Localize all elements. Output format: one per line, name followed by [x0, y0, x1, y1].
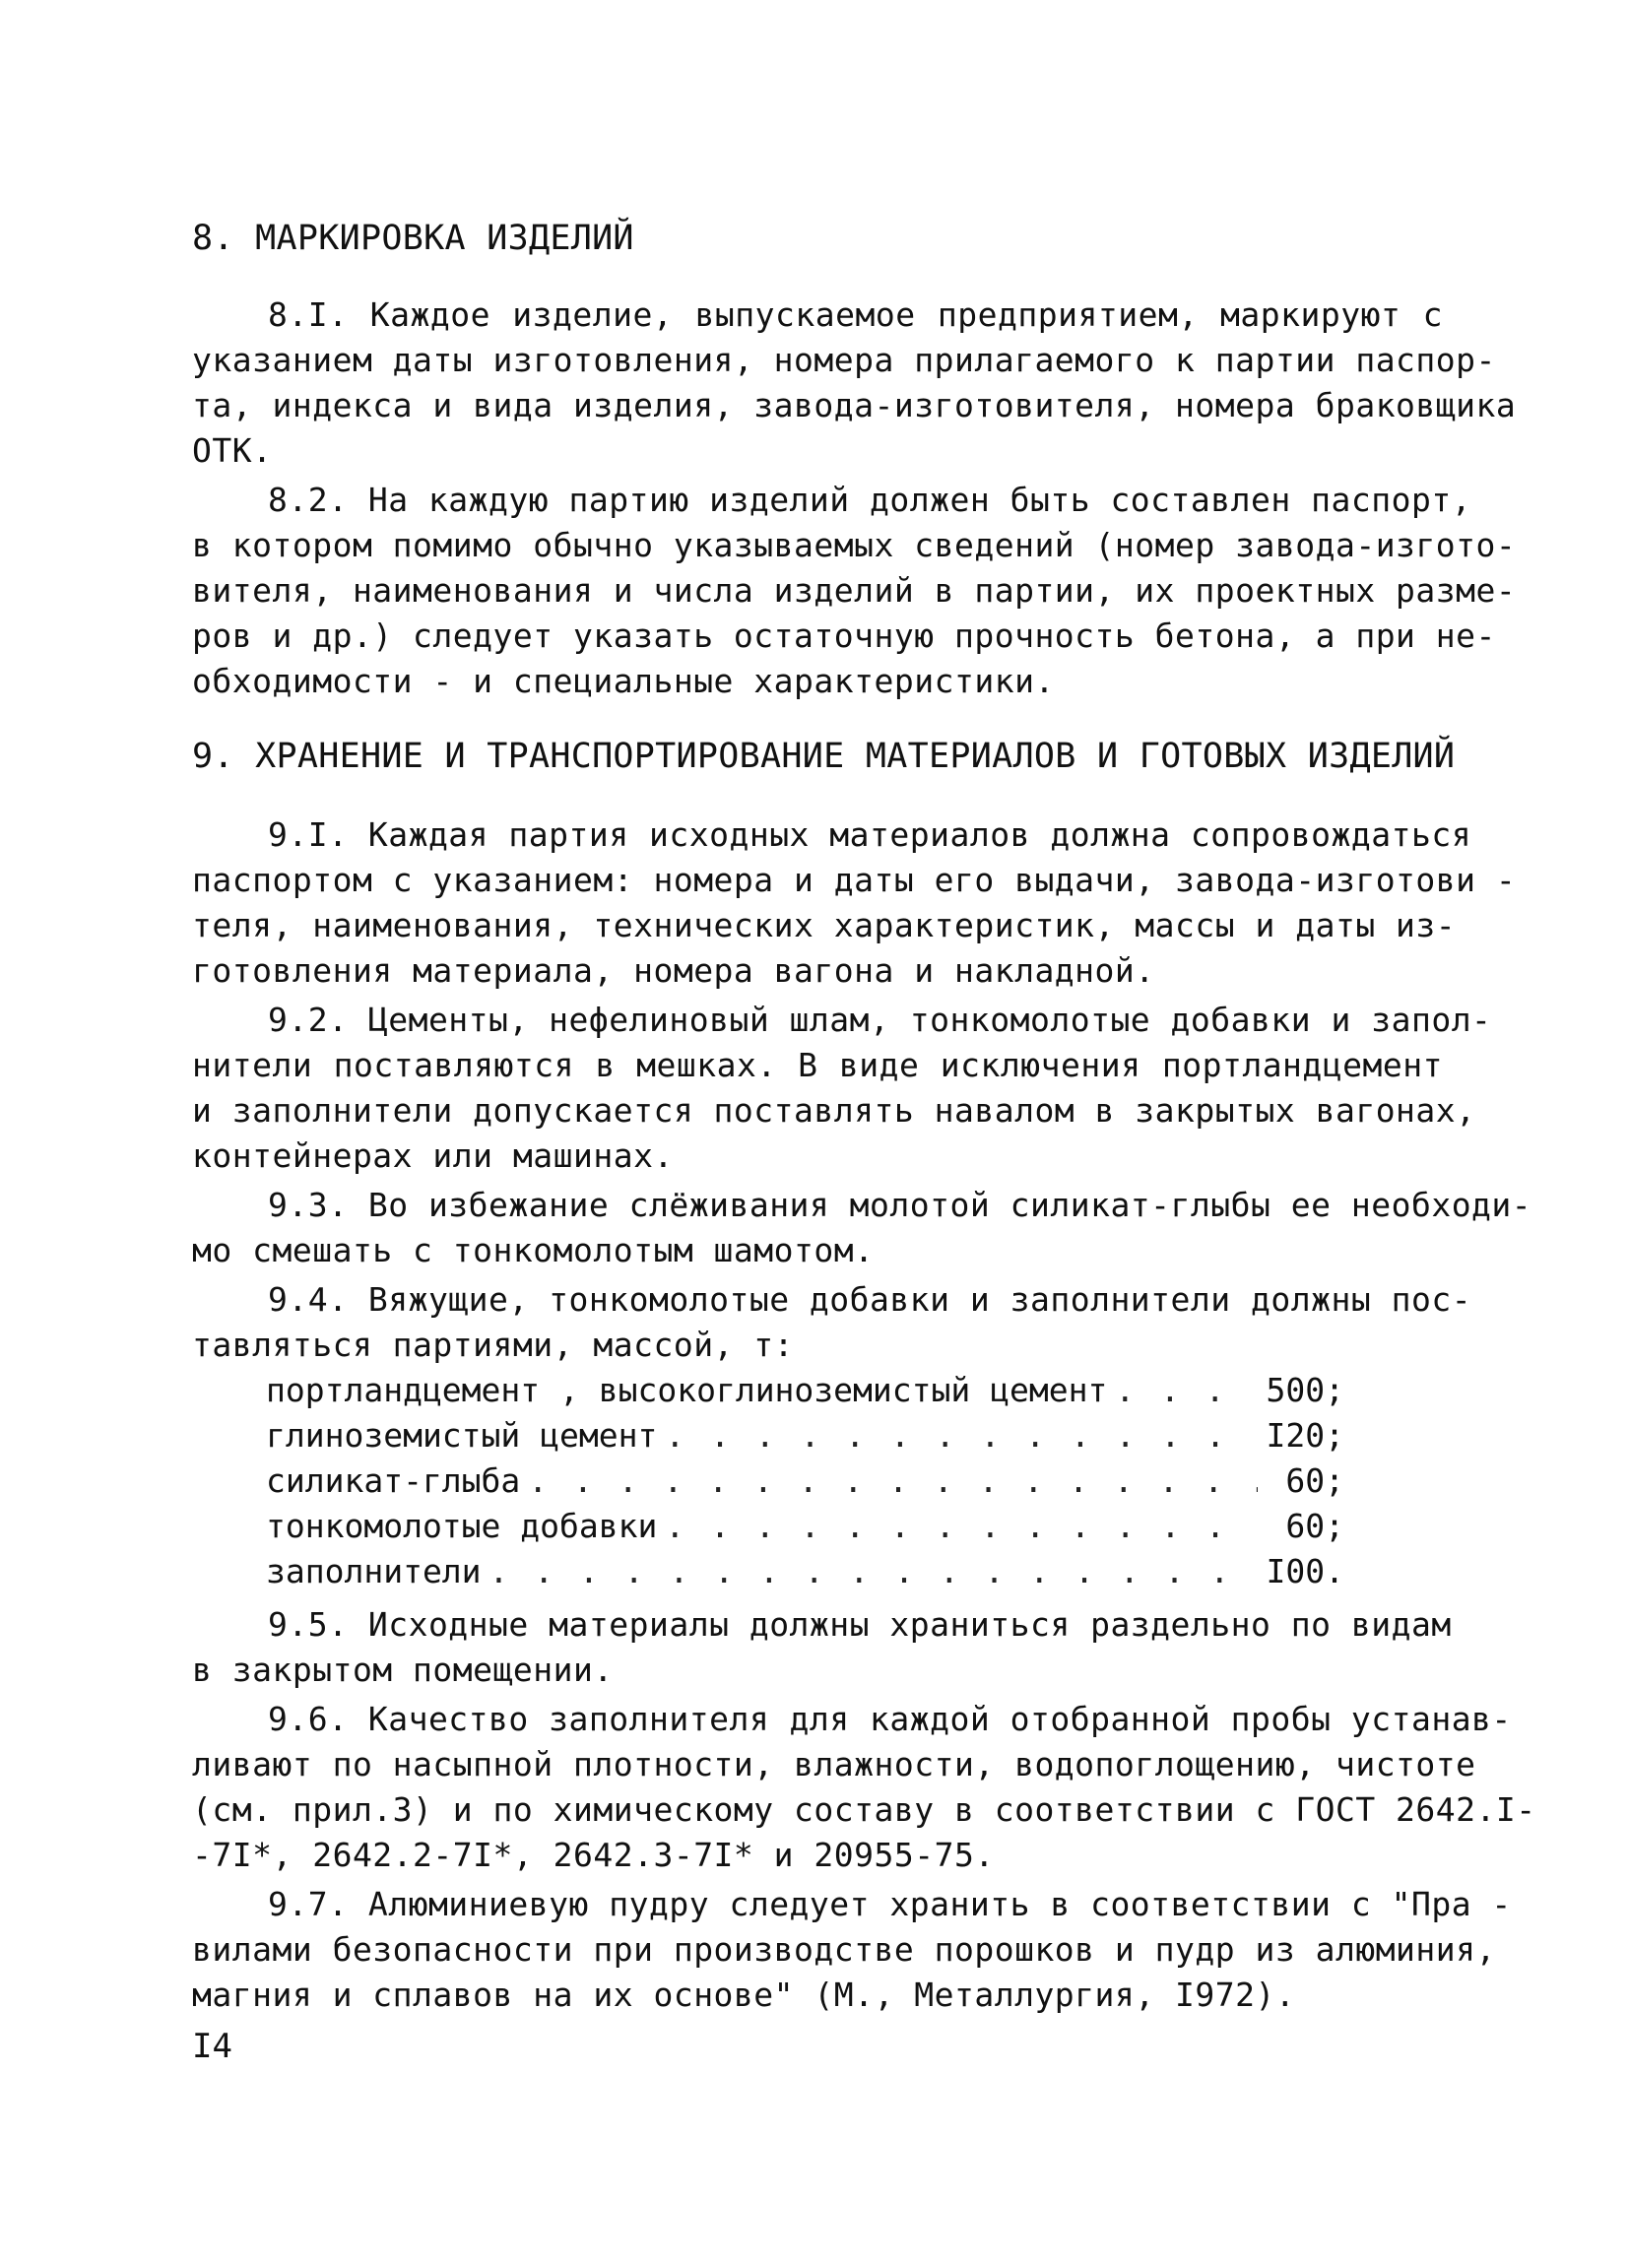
dot-leader	[1115, 1371, 1258, 1410]
paragraph-9-1-line-4: готовления материала, номера вагона и накладной.	[192, 951, 1155, 990]
paragraph-9-6-line-4: -7I*, 2642.2-7I*, 2642.3-7I* и 20955-75.	[192, 1836, 995, 1874]
dot-leader	[489, 1552, 1258, 1591]
list-item-quantity: I20;	[1266, 1416, 1344, 1455]
list-item-quantity: I00.	[1266, 1552, 1344, 1590]
paragraph-8-1-line-4: ОТК.	[192, 431, 273, 470]
paragraph-9-7-line-2: вилами безопасности при производстве порошков и пудр из алюминия,	[192, 1930, 1496, 1969]
list-item	[266, 1461, 1344, 1501]
paragraph-9-2-line-2: нители поставляются в мешках. В виде исключения портландцемент	[192, 1046, 1443, 1084]
list-item-label: заполнители	[266, 1552, 482, 1590]
list-item-quantity: 60;	[1285, 1461, 1344, 1500]
list-item	[266, 1371, 1344, 1410]
paragraph-9-2-line-1: 9.2. Цементы, нефелиновый шлам, тонкомолотые добавки и запол-	[268, 1001, 1492, 1039]
paragraph-9-7-line-1: 9.7. Алюминиевую пудру следует хранить в соответствии с "Пра -	[268, 1885, 1512, 1923]
list-item	[266, 1552, 1344, 1591]
paragraph-9-4-line-2: тавляться партиями, массой, т:	[192, 1326, 795, 1364]
paragraph-8-1-line-1: 8.I. Каждое изделие, выпускаемое предприятием, маркируют с	[268, 295, 1443, 334]
paragraph-9-6-line-1: 9.6. Качество заполнителя для каждой отобранной пробы устанав-	[268, 1700, 1512, 1738]
dot-leader	[665, 1416, 1258, 1456]
paragraph-9-4-line-1: 9.4. Вяжущие, тонкомолотые добавки и заполнители должны пос-	[268, 1280, 1472, 1319]
paragraph-9-3-line-2: мо смешать с тонкомолотым шамотом.	[192, 1231, 875, 1269]
paragraph-8-2-line-3: вителя, наименования и числа изделий в партии, их проектных разме-	[192, 571, 1517, 610]
paragraph-8-1-line-2: указанием даты изготовления, номера прилагаемого к партии паспор-	[192, 341, 1496, 379]
paragraph-9-3-line-1: 9.3. Во избежание слёживания молотой силикат-глыбы ее необходи-	[268, 1186, 1532, 1224]
paragraph-9-6-line-3: (см. прил.3) и по химическому составу в соответствии с ГОСТ 2642.I-	[192, 1790, 1536, 1829]
paragraph-8-2-line-2: в котором помимо обычно указываемых сведений (номер завода-изгото-	[192, 526, 1517, 564]
paragraph-8-2-line-1: 8.2. На каждую партию изделий должен быть составлен паспорт,	[268, 481, 1472, 519]
page-number: I4	[192, 2027, 232, 2066]
list-item-quantity: 500;	[1266, 1371, 1344, 1409]
list-item-label: тонкомолотые добавки	[266, 1507, 658, 1545]
list-item	[266, 1416, 1344, 1456]
paragraph-9-1-line-2: паспортом с указанием: номера и даты его выдачи, завода-изготови -	[192, 861, 1517, 899]
paragraph-9-1-line-3: теля, наименования, технических характеристик, массы и даты из-	[192, 906, 1457, 944]
list-item-label: силикат-глыба	[266, 1461, 521, 1500]
paragraph-9-1-line-1: 9.I. Каждая партия исходных материалов должна сопровождаться	[268, 815, 1472, 854]
dot-leader	[528, 1461, 1258, 1501]
paragraph-9-5-line-1: 9.5. Исходные материалы должны храниться раздельно по видам	[268, 1605, 1452, 1644]
paragraph-9-2-line-3: и заполнители допускается поставлять навалом в закрытых вагонах,	[192, 1091, 1476, 1130]
list-item-label: портландцемент , высокоглиноземистый цемент	[266, 1371, 1108, 1409]
section-9-heading: 9. ХРАНЕНИЕ И ТРАНСПОРТИРОВАНИЕ МАТЕРИАЛОВ И ГОТОВЫХ ИЗДЕЛИЙ	[192, 737, 1456, 776]
dot-leader	[665, 1507, 1258, 1546]
paragraph-9-6-line-2: ливают по насыпной плотности, влажности, водопоглощению, чистоте	[192, 1745, 1476, 1783]
section-8-heading: 8. МАРКИРОВКА ИЗДЕЛИЙ	[192, 219, 634, 258]
paragraph-8-1-line-3: та, индекса и вида изделия, завода-изготовителя, номера браковщика	[192, 386, 1517, 424]
list-item-quantity: 60;	[1285, 1507, 1344, 1545]
list-item-label: глиноземистый цемент	[266, 1416, 658, 1455]
paragraph-9-2-line-4: контейнерах или машинах.	[192, 1136, 674, 1175]
paragraph-9-5-line-2: в закрытом помещении.	[192, 1651, 614, 1689]
list-item	[266, 1507, 1344, 1546]
paragraph-8-2-line-5: обходимости - и специальные характеристики.	[192, 662, 1055, 700]
paragraph-8-2-line-4: ров и др.) следует указать остаточную прочность бетона, а при не-	[192, 616, 1496, 655]
paragraph-9-7-line-3: магния и сплавов на их основе" (М., Металлургия, I972).	[192, 1976, 1296, 2014]
